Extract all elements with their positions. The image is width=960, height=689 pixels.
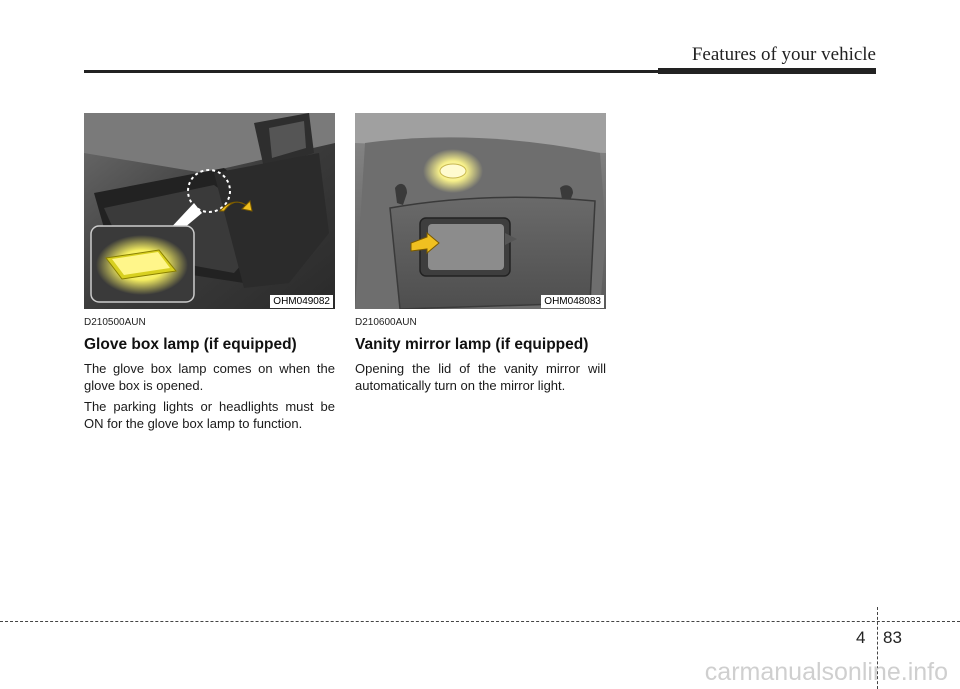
vanity-mirror-image [355, 113, 606, 309]
footer-rule [0, 621, 960, 622]
section-code: D210600AUN [355, 317, 417, 328]
header-title: Features of your vehicle [691, 44, 876, 65]
figure-code-right: OHM048083 [541, 295, 604, 308]
watermark: carmanualsonline.info [704, 658, 948, 686]
vanity-mirror-illustration [355, 113, 606, 309]
glove-box-illustration [84, 113, 335, 309]
glove-box-section [84, 317, 335, 436]
paragraph: Opening the lid of the vanity mirror will automatically turn on the mirror light. [355, 361, 606, 393]
paragraph: The glove box lamp comes on when the glove box is opened. [84, 361, 335, 393]
section-heading: Vanity mirror lamp (if equipped) [355, 336, 589, 353]
glove-box-image [84, 113, 335, 309]
vanity-mirror-section [355, 317, 606, 398]
figure-code-left: OHM049082 [270, 295, 333, 308]
header-rule-accent [658, 68, 876, 74]
section-code: D210500AUN [84, 317, 146, 328]
paragraph: The parking lights or headlights must be ON for the glove box lamp to function. [84, 399, 335, 431]
page-number: 83 [883, 628, 902, 647]
chapter-number: 4 [856, 628, 866, 647]
section-heading: Glove box lamp (if equipped) [84, 336, 297, 353]
